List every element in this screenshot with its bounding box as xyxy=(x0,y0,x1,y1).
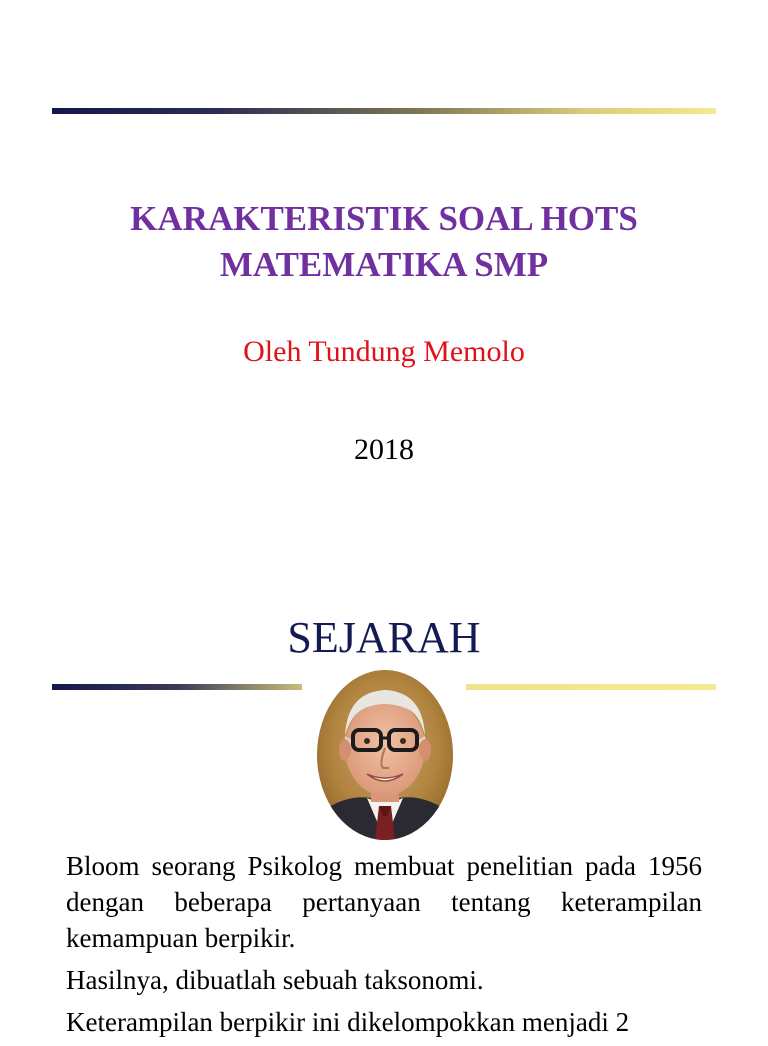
slide-title-line-1: KARAKTERISTIK SOAL HOTS xyxy=(130,199,638,238)
author-line: Oleh Tundung Memolo xyxy=(243,335,525,368)
section-heading: SEJARAH xyxy=(287,613,481,662)
portrait-illustration xyxy=(317,670,453,840)
slide-title xyxy=(0,196,768,288)
history-slide xyxy=(0,560,768,1037)
top-divider-rule xyxy=(52,108,716,114)
paragraph-2: Hasilnya, dibuatlah sebuah taksonomi. xyxy=(66,965,484,995)
paragraph-3: Keterampilan berpikir ini dikelompokkan menjadi 2 xyxy=(66,1007,630,1037)
slide-title-line-2: MATEMATIKA SMP xyxy=(219,245,549,284)
portrait-photo xyxy=(317,670,453,840)
right-divider-rule xyxy=(466,684,716,690)
history-body xyxy=(66,848,702,1046)
paragraph-1: Bloom seorang Psikolog membuat penelitian pada 1956 dengan beberapa pertanyaan tentang keterampilan kemampuan berpikir. xyxy=(66,851,702,953)
year-label: 2018 xyxy=(354,433,414,466)
left-divider-rule xyxy=(52,684,302,690)
